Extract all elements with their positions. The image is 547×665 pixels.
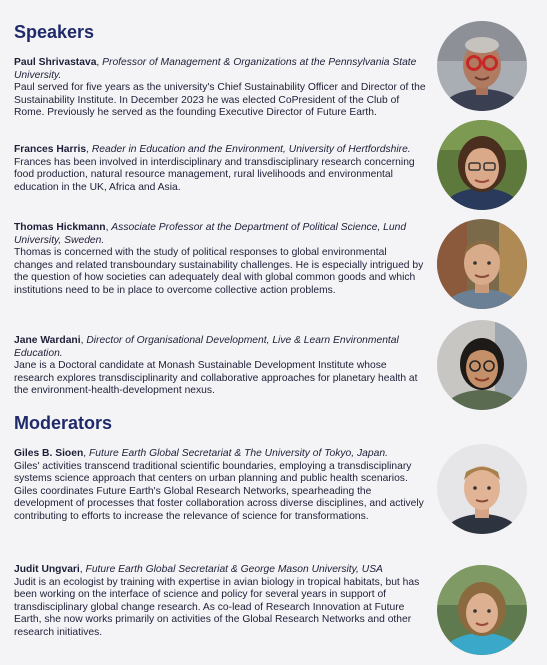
speaker-bio: Jane is a Doctoral candidate at Monash Sustainable Development Institute whose research explores transdisciplinarity and collaborative approaches for planetary health at the environment-health-development nexus.	[14, 360, 418, 397]
moderator-role: Future Earth Global Secretariat & The University of Tokyo, Japan.	[88, 448, 388, 459]
speaker-role: Director of Organisational Development, Live & Learn Environmental Education.	[14, 335, 399, 359]
speaker-entry-frances-harris: Frances Harris, Reader in Education and the Environment, University of Hertfordshire. Frances has been involved in interdisciplinary and transdisciplinary research concerning food production, natural resource management, rural livelihoods and environmental education in the UK, Africa and Asia.	[14, 144, 426, 194]
moderator-entry-giles-sioen: Giles B. Sioen, Future Earth Global Secretariat & The University of Tokyo, Japan. Giles' activities transcend traditional scientific boundaries, employing a transdisciplinary systems science approach that centers on urban planning and public health scenarios. Giles coordinates Future Earth's Global Research Networks, spearheading the development of processes that foster collaboration across diverse disciplines, and actively contributing to efforts to increase the relevance of science for transformations.	[14, 448, 426, 524]
avatar-paul-shrivastava	[437, 21, 527, 111]
moderator-role: Future Earth Global Secretariat & George Mason University, USA	[85, 564, 383, 575]
speaker-name: Frances Harris	[14, 144, 87, 155]
moderator-entry-judit-ungvari: Judit Ungvari, Future Earth Global Secretariat & George Mason University, USA Judit is an ecologist by training with expertise in avian biology in tropical habitats, but has been working on the interface of science and policy for several years in support of transdisciplinary global change research. As co-lead of Research Innovation at Future Earth, she now works primarily on activities of the Global Research Networks and other research initiatives.	[14, 564, 426, 640]
speaker-name: Jane Wardani	[14, 335, 81, 346]
moderator-bio: Giles' activities transcend traditional scientific boundaries, employing a transdisciplinary systems science approach that centers on urban planning and public health scenarios. Giles coordinates Future Earth's Global Research Networks, spearheading the development of processes that foster collaboration across diverse disciplines, and actively contributing to efforts to increase the relevance of science for transformations.	[14, 460, 424, 522]
speaker-bio: Paul served for five years as the university's Chief Sustainability Officer and Director of the Sustainability Institute. In December 2023 he was elected CoPresident of the Club of Rome. Previously he served as the founding Executive Director of Future Earth.	[14, 82, 426, 119]
speaker-bio: Thomas is concerned with the study of political responses to global environmental changes and related transboundary sustainability challenges. He is especially intrigued by the question of how societies can adequately deal with global common goods and which institutions need to be in place to overcome collective action problems.	[14, 247, 424, 296]
avatar-giles-sioen	[437, 444, 527, 534]
moderator-name: Judit Ungvari	[14, 564, 80, 575]
speaker-bio: Frances has been involved in interdisciplinary and transdisciplinary research concerning food production, natural resource management, rural livelihoods and environmental education in the UK, Africa and Asia.	[14, 156, 415, 193]
speaker-entry-jane-wardani: Jane Wardani, Director of Organisational Development, Live & Learn Environmental Education. Jane is a Doctoral candidate at Monash Sustainable Development Institute whose research explores transdisciplinarity and collaborative approaches for planetary health at the environment-health-development nexus.	[14, 335, 426, 398]
speaker-role: Reader in Education and the Environment, University of Hertfordshire.	[91, 144, 411, 155]
moderator-bio: Judit is an ecologist by training with expertise in avian biology in tropical habitats, but has been working on the interface of science and policy for several years in support of transdisciplinary global change research. As co-lead of Research Innovation at Future Earth, she now works primarily on activities of the Global Research Networks and other research initiatives.	[14, 576, 420, 638]
speaker-name: Paul Shrivastava	[14, 57, 97, 68]
speakers-heading: Speakers	[14, 22, 95, 42]
moderator-name: Giles B. Sioen	[14, 448, 84, 459]
avatar-jane-wardani	[437, 320, 527, 410]
moderators-heading: Moderators	[14, 413, 113, 433]
speaker-entry-paul-shrivastava: Paul Shrivastava, Professor of Management & Organizations at the Pennsylvania State University. Paul served for five years as the university's Chief Sustainability Officer and Director of the Sustainability Institute. In December 2023 he was elected CoPresident of the Club of Rome. Previously he served as the founding Executive Director of Future Earth.	[14, 57, 426, 119]
speaker-role: Associate Professor at the Department of Political Science, Lund University, Sweden.	[14, 222, 407, 246]
speaker-entry-thomas-hickmann: Thomas Hickmann, Associate Professor at the Department of Political Science, Lund University, Sweden. Thomas is concerned with the study of political responses to global environmental changes and related transboundary sustainability challenges. He is especially intrigued by the question of how societies can adequately deal with global common goods and which institutions need to be in place to overcome collective action problems.	[14, 222, 426, 298]
speaker-name: Thomas Hickmann	[14, 222, 106, 233]
avatar-thomas-hickmann	[437, 219, 527, 309]
avatar-frances-harris	[437, 120, 527, 210]
avatar-judit-ungvari	[437, 565, 527, 655]
speaker-role: Professor of Management & Organizations at the Pennsylvania State University.	[14, 57, 417, 81]
